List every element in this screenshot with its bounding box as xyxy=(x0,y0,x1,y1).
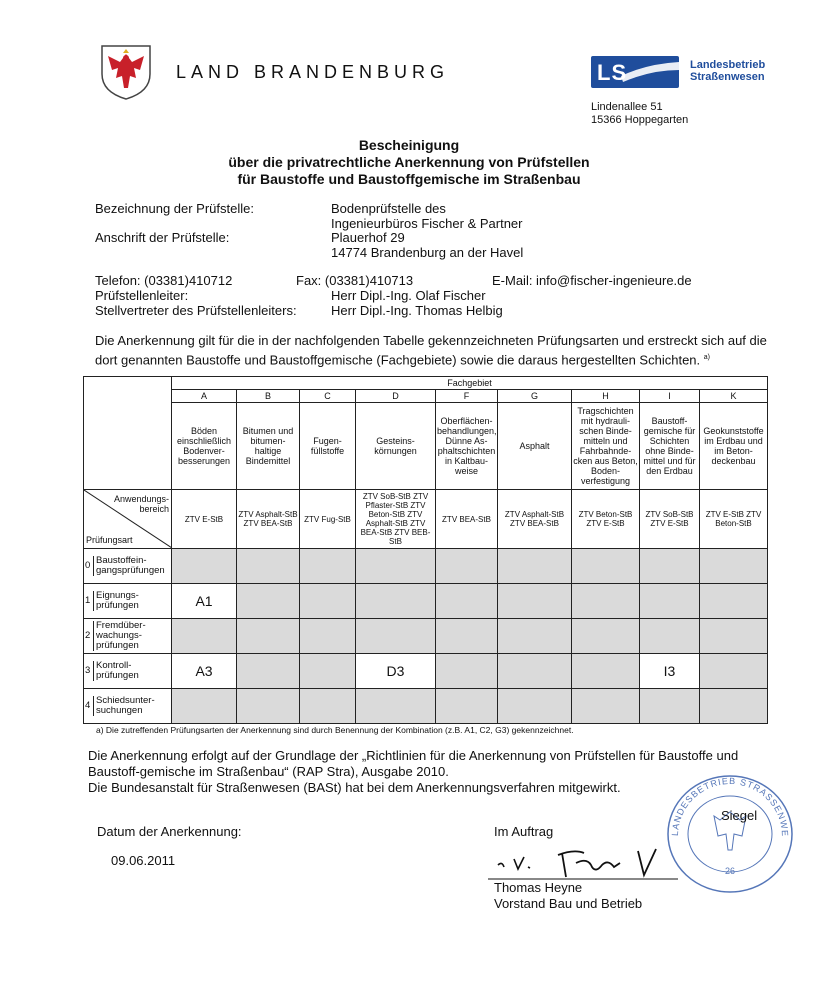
head-label: Prüfstellenleiter: xyxy=(95,288,189,303)
column-standard: ZTV E-StB xyxy=(172,490,237,549)
column-standard: ZTV BEA-StB xyxy=(436,490,498,549)
empty-cell xyxy=(356,549,436,584)
empty-cell xyxy=(640,549,700,584)
address-value-2: 14774 Brandenburg an der Havel xyxy=(331,245,524,260)
empty-cell xyxy=(498,619,572,654)
column-standard: ZTV E-StB ZTV Beton-StB xyxy=(700,490,768,549)
org-address: Lindenallee 51 15366 Hoppegarten xyxy=(591,101,689,126)
order-label: Im Auftrag xyxy=(494,824,554,839)
deputy-label: Stellvertreter des Prüfstellenleiters: xyxy=(95,303,297,318)
state-name: LAND BRANDENBURG xyxy=(176,62,450,82)
document-subtitle-1: über die privatrechtliche Anerkennung von Prüfstellen xyxy=(228,154,590,170)
column-letter: K xyxy=(700,390,768,403)
ls-logo xyxy=(591,56,679,88)
org-name: Landesbetrieb Straßenwesen xyxy=(690,59,766,83)
table-row xyxy=(84,689,768,724)
phone: Telefon: (03381)410712 xyxy=(95,273,233,288)
column-letter: D xyxy=(356,390,436,403)
empty-cell xyxy=(237,549,300,584)
row-label xyxy=(84,689,172,724)
empty-cell xyxy=(640,619,700,654)
recognition-mark: D3 xyxy=(356,654,436,689)
row-number: 2 xyxy=(85,630,91,641)
recognition-mark: A3 xyxy=(172,654,237,689)
empty-cell xyxy=(700,619,768,654)
empty-cell xyxy=(300,549,356,584)
empty-cell xyxy=(436,549,498,584)
empty-cell xyxy=(436,619,498,654)
empty-cell xyxy=(237,619,300,654)
column-name: Tragschichten mit hydrauli-schen Binde-mitteln und Fahrbahnde-cken aus Beton, Boden-verfestigung xyxy=(572,403,640,490)
empty-cell xyxy=(237,584,300,619)
empty-cell xyxy=(172,619,237,654)
empty-cell xyxy=(436,654,498,689)
column-standard: ZTV Asphalt-StB ZTV BEA-StB xyxy=(237,490,300,549)
column-name: Bitumen und bitumen-haltige Bindemittel xyxy=(237,403,300,490)
corner-blank xyxy=(84,377,172,490)
table-row xyxy=(84,619,768,654)
empty-cell xyxy=(572,584,640,619)
footnote-mark: a) xyxy=(703,354,710,361)
row-number: 3 xyxy=(85,665,91,676)
empty-cell xyxy=(237,654,300,689)
fax: Fax: (03381)410713 xyxy=(296,273,414,288)
brandenburg-eagle-logo xyxy=(100,44,152,100)
deputy-value: Herr Dipl.-Ing. Thomas Helbig xyxy=(331,303,503,318)
row-label-text: Schiedsunter-suchungen xyxy=(93,696,170,716)
column-letter: H xyxy=(572,390,640,403)
date-label: Datum der Anerkennung: xyxy=(97,824,242,839)
email: E-Mail: info@fischer-ingenieure.de xyxy=(492,273,692,288)
date-value: 09.06.2011 xyxy=(111,853,176,868)
empty-cell xyxy=(172,689,237,724)
column-name: Geokunststoffe im Erdbau und im Beton-deckenbau xyxy=(700,403,768,490)
row-label xyxy=(84,654,172,689)
empty-cell xyxy=(498,689,572,724)
empty-cell xyxy=(300,619,356,654)
empty-cell xyxy=(572,654,640,689)
empty-cell xyxy=(498,584,572,619)
empty-cell xyxy=(172,549,237,584)
ls-logo-letters: LS xyxy=(597,60,628,85)
recognition-mark: I3 xyxy=(640,654,700,689)
empty-cell xyxy=(498,654,572,689)
empty-cell xyxy=(572,619,640,654)
empty-cell xyxy=(356,619,436,654)
recognition-table xyxy=(83,376,768,724)
recognition-mark: A1 xyxy=(172,584,237,619)
column-name: Gesteins-körnungen xyxy=(356,403,436,490)
row-label-text: Eignungs-prüfungen xyxy=(93,591,170,611)
table-footnote: a) Die zutreffenden Prüfungsarten der Anerkennung sind durch Benennung der Kombination (z.B. A1, C2, G3) gekennzeichnet. xyxy=(96,725,574,735)
row-label-text: Kontroll-prüfungen xyxy=(93,661,170,681)
column-letter: I xyxy=(640,390,700,403)
empty-cell xyxy=(356,689,436,724)
svg-text:26: 26 xyxy=(724,866,736,876)
empty-cell xyxy=(237,689,300,724)
row-label xyxy=(84,619,172,654)
fachgebiet-header: Fachgebiet xyxy=(172,377,768,390)
column-letter: C xyxy=(300,390,356,403)
head-value: Herr Dipl.-Ing. Olaf Fischer xyxy=(331,288,486,303)
empty-cell xyxy=(700,584,768,619)
empty-cell xyxy=(700,689,768,724)
column-name: Fugen-füllstoffe xyxy=(300,403,356,490)
row-label xyxy=(84,584,172,619)
intro-text: Die Anerkennung gilt für die in der nachfolgenden Tabelle gekennzeichneten Prüfungsarten und erstreckt sich auf die dort genannten Baustoffe und Baustoffgemische (Fachgebiete) sowie die daraus hergestellten Schichten. $^{a)}$ xyxy=(95,333,767,368)
empty-cell xyxy=(300,584,356,619)
row-number: 0 xyxy=(85,560,91,571)
empty-cell xyxy=(300,654,356,689)
application-label: Anwendungs-bereich xyxy=(113,494,169,514)
column-standard: ZTV SoB-StB ZTV Pflaster-StB ZTV Beton-StB ZTV Asphalt-StB ZTV BEA-StB ZTV BEB-StB xyxy=(356,490,436,549)
empty-cell xyxy=(572,689,640,724)
table-row xyxy=(84,584,768,619)
column-standard: ZTV Beton-StB ZTV E-StB xyxy=(572,490,640,549)
basis-text: Die Anerkennung erfolgt auf der Grundlage der „Richtlinien für die Anerkennung von Prüfstellen für Baustoffe und Baustoff-gemische im Straßenbau“ (RAP Stra), Ausgabe 2010. Die Bundesanstalt für Straßenwesen (BASt) hat bei dem Anerkennungsverfahren mitgewirkt. xyxy=(88,748,739,795)
empty-cell xyxy=(436,584,498,619)
empty-cell xyxy=(498,549,572,584)
name-value-2: Ingenieurbüros Fischer & Partner xyxy=(331,216,523,231)
column-name: Asphalt xyxy=(498,403,572,490)
column-name: Baustoff-gemische für Schichten ohne Binde-mittel und für den Erdbau xyxy=(640,403,700,490)
table-row xyxy=(84,549,768,584)
column-standard: ZTV Asphalt-StB ZTV BEA-StB xyxy=(498,490,572,549)
empty-cell xyxy=(356,584,436,619)
svg-text:LANDESBETRIEB STRASSENWESEN BR: LANDESBETRIEB STRASSENWE xyxy=(669,775,791,838)
signatory-role: Vorstand Bau und Betrieb xyxy=(494,896,643,911)
column-name: Böden einschließlich Bodenver-besserungen xyxy=(172,403,237,490)
application-prueffungsart-corner xyxy=(84,490,172,549)
empty-cell xyxy=(640,689,700,724)
name-label: Bezeichnung der Prüfstelle: xyxy=(95,201,254,216)
seal-label: Siegel xyxy=(721,808,758,823)
address-label: Anschrift der Prüfstelle: xyxy=(95,230,230,245)
empty-cell xyxy=(300,689,356,724)
document-subtitle-2: für Baustoffe und Baustoffgemische im Straßenbau xyxy=(237,171,581,187)
signatory-name: Thomas Heyne xyxy=(494,880,583,895)
document-title: Bescheinigung xyxy=(358,137,460,153)
empty-cell xyxy=(640,584,700,619)
empty-cell xyxy=(700,549,768,584)
empty-cell xyxy=(700,654,768,689)
address-value-1: Plauerhof 29 xyxy=(331,230,405,245)
official-seal xyxy=(660,770,800,896)
row-label-text: Fremdüber-wachungs-prüfungen xyxy=(93,621,170,651)
column-letter: B xyxy=(237,390,300,403)
table-row xyxy=(84,654,768,689)
column-name: Oberflächen-behandlungen, Dünne As-phaltschichten in Kaltbau-weise xyxy=(436,403,498,490)
column-letter: A xyxy=(172,390,237,403)
column-letter: F xyxy=(436,390,498,403)
row-label-text: Baustoffein-gangsprüfungen xyxy=(93,556,170,576)
name-value-1: Bodenprüfstelle des xyxy=(331,201,446,216)
column-standard: ZTV SoB-StB ZTV E-StB xyxy=(640,490,700,549)
row-number: 1 xyxy=(85,595,91,606)
column-standard: ZTV Fug-StB xyxy=(300,490,356,549)
row-label xyxy=(84,549,172,584)
column-letter: G xyxy=(498,390,572,403)
prueffungsart-label: Prüfungsart xyxy=(86,535,133,545)
empty-cell xyxy=(436,689,498,724)
empty-cell xyxy=(572,549,640,584)
row-number: 4 xyxy=(85,700,91,711)
